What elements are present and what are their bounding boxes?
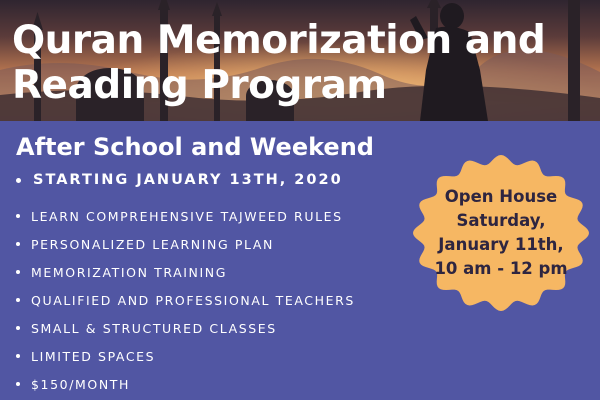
feature-text: PERSONALIZED LEARNING PLAN bbox=[31, 236, 274, 252]
list-item bbox=[16, 286, 355, 314]
bullet-icon bbox=[16, 326, 20, 330]
list-item bbox=[16, 370, 355, 398]
feature-text: QUALIFIED AND PROFESSIONAL TEACHERS bbox=[31, 292, 355, 308]
open-house-line-3: January 11th, bbox=[438, 235, 564, 254]
bullet-icon bbox=[16, 242, 20, 246]
feature-text: $150/MONTH bbox=[31, 376, 131, 392]
list-item bbox=[16, 314, 355, 342]
bullet-icon bbox=[16, 382, 20, 386]
header-banner bbox=[0, 0, 600, 121]
title-line-1: Quran Memorization and bbox=[12, 18, 546, 63]
feature-text: SMALL & STRUCTURED CLASSES bbox=[31, 320, 277, 336]
open-house-line-2: Saturday, bbox=[456, 211, 546, 230]
open-house-badge bbox=[408, 150, 594, 316]
list-item bbox=[16, 342, 355, 370]
bullet-icon bbox=[16, 214, 20, 218]
open-house-text bbox=[408, 150, 594, 316]
open-house-line-1: Open House bbox=[444, 187, 558, 206]
schedule-subtitle: After School and Weekend bbox=[16, 133, 374, 161]
bullet-icon bbox=[16, 270, 20, 274]
bullet-icon bbox=[16, 298, 20, 302]
title-line-2: Reading Program bbox=[12, 63, 387, 108]
feature-list bbox=[16, 202, 355, 398]
page-title bbox=[12, 18, 545, 108]
start-date-line bbox=[16, 172, 343, 188]
open-house-line-4: 10 am - 12 pm bbox=[434, 259, 568, 278]
feature-text: LEARN COMPREHENSIVE TAJWEED RULES bbox=[31, 208, 343, 224]
list-item bbox=[16, 258, 355, 286]
start-date-text: STARTING JANUARY 13TH, 2020 bbox=[33, 172, 343, 188]
bullet-icon bbox=[16, 354, 20, 358]
feature-text: LIMITED SPACES bbox=[31, 348, 156, 364]
feature-text: MEMORIZATION TRAINING bbox=[31, 264, 228, 280]
list-item bbox=[16, 230, 355, 258]
list-item bbox=[16, 202, 355, 230]
bullet-icon bbox=[16, 178, 21, 183]
